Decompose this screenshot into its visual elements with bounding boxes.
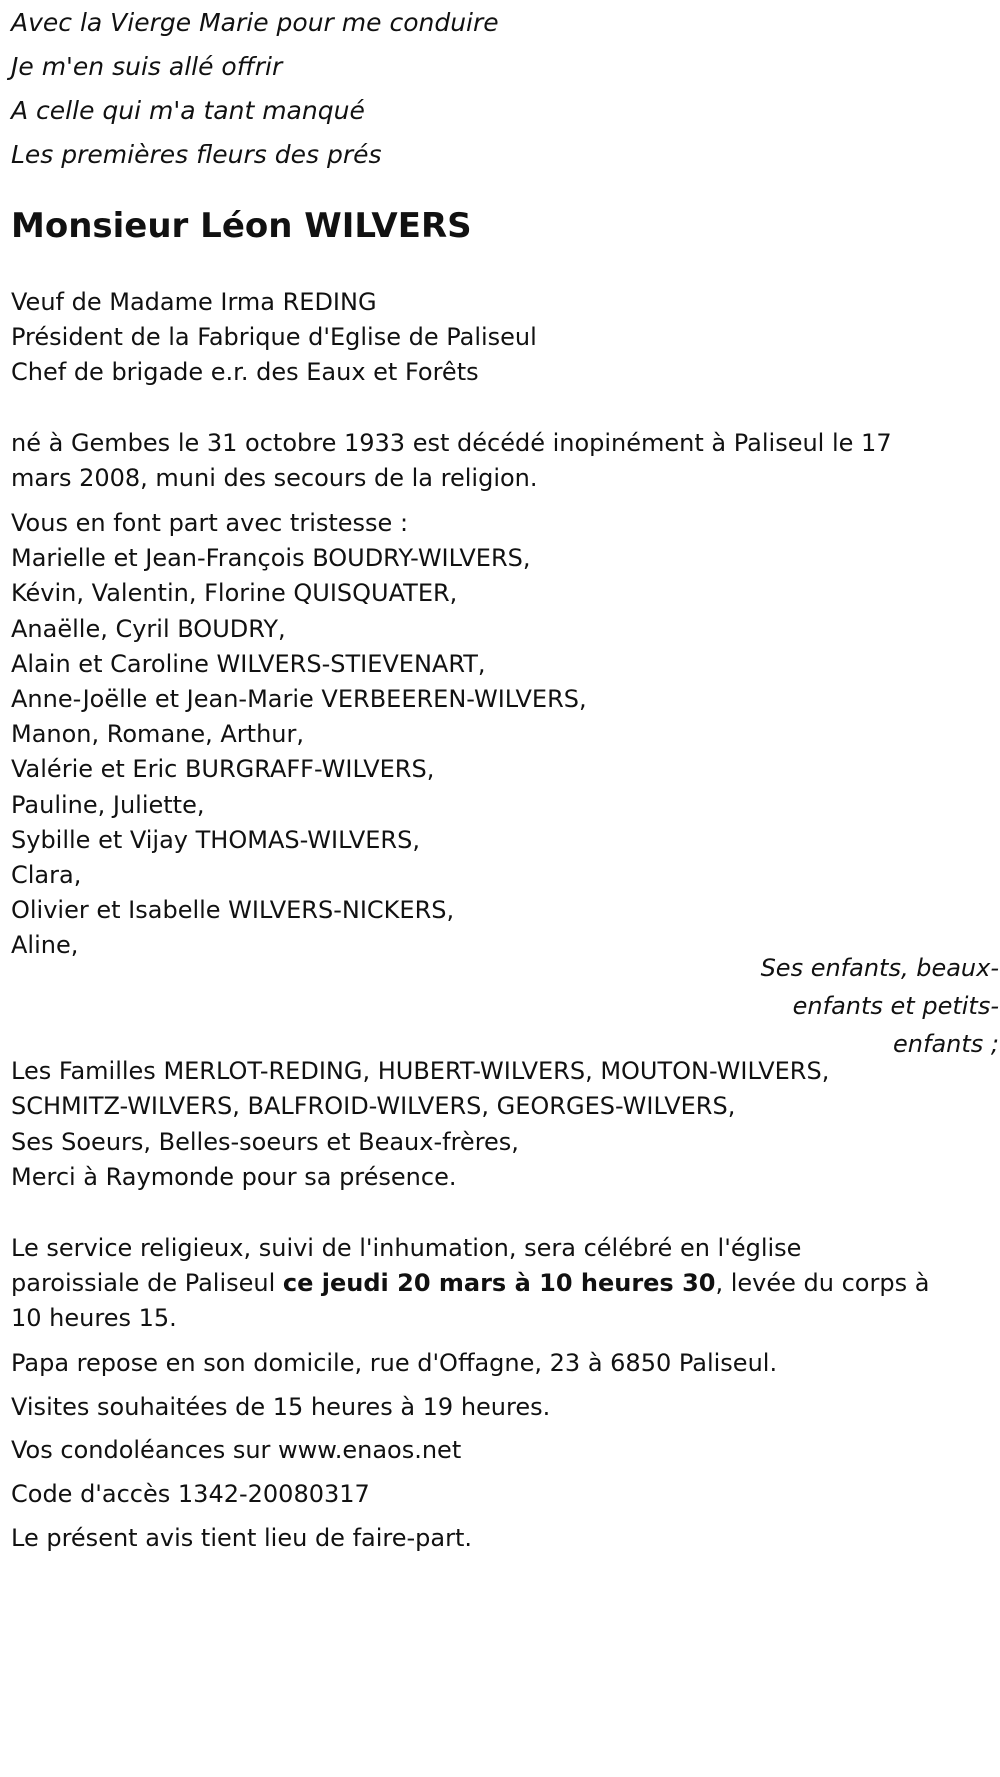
relatives-line: Merci à Raymonde pour sa présence. xyxy=(11,1163,457,1191)
condolences-line: Vos condoléances sur www.enaos.net xyxy=(11,1436,462,1464)
family-line: Kévin, Valentin, Florine QUISQUATER, xyxy=(11,579,458,607)
service-date-time: ce jeudi 20 mars à 10 heures 30 xyxy=(282,1269,716,1297)
service-line: Le service religieux, suivi de l'inhumation, sera célébré en l'église xyxy=(11,1234,802,1262)
family-line: Anaëlle, Cyril BOUDRY, xyxy=(11,615,286,643)
family-line: Sybille et Vijay THOMAS-WILVERS, xyxy=(11,826,420,854)
family-line: Alain et Caroline WILVERS-STIEVENART, xyxy=(11,650,486,678)
service-line xyxy=(11,1268,929,1298)
announce-intro: Vous en font part avec tristesse : xyxy=(11,509,409,537)
poem-line: Je m'en suis allé offrir xyxy=(11,52,283,81)
family-line: Valérie et Eric BURGRAFF-WILVERS, xyxy=(11,755,435,783)
service-text: paroissiale de Paliseul xyxy=(11,1269,283,1297)
closing-line: Papa repose en son domicile, rue d'Offagne, 23 à 6850 Paliseul. xyxy=(11,1349,778,1377)
family-line: Anne-Joëlle et Jean-Marie VERBEEREN-WILVERS, xyxy=(11,685,587,713)
family-line: Marielle et Jean-François BOUDRY-WILVERS, xyxy=(11,544,531,572)
service-text: , levée du corps à xyxy=(715,1269,930,1297)
birth-death-line: mars 2008, muni des secours de la religion. xyxy=(11,464,538,492)
family-line: Clara, xyxy=(11,861,82,889)
birth-death-line: né à Gembes le 31 octobre 1933 est décédé inopinément à Paliseul le 17 xyxy=(11,429,892,457)
service-line: 10 heures 15. xyxy=(11,1304,177,1332)
relatives-line: SCHMITZ-WILVERS, BALFROID-WILVERS, GEORGES-WILVERS, xyxy=(11,1092,736,1120)
poem-line: A celle qui m'a tant manqué xyxy=(11,96,365,125)
relatives-line: Les Familles MERLOT-REDING, HUBERT-WILVERS, MOUTON-WILVERS, xyxy=(11,1057,830,1085)
poem-line: Avec la Vierge Marie pour me conduire xyxy=(11,8,499,37)
title-line: Président de la Fabrique d'Eglise de Paliseul xyxy=(11,323,537,351)
title-line: Chef de brigade e.r. des Eaux et Forêts xyxy=(11,358,479,386)
family-line: Aline, xyxy=(11,931,79,959)
family-line: Manon, Romane, Arthur, xyxy=(11,720,304,748)
children-signoff: Ses enfants, beaux-enfants et petits-enfants ; xyxy=(760,954,999,1058)
access-code-line: Code d'accès 1342-20080317 xyxy=(11,1480,370,1508)
closing-line: Visites souhaitées de 15 heures à 19 heures. xyxy=(11,1393,551,1421)
deceased-name-title: Monsieur Léon WILVERS xyxy=(11,206,472,246)
poem-line: Les premières fleurs des prés xyxy=(11,140,382,169)
family-line: Olivier et Isabelle WILVERS-NICKERS, xyxy=(11,896,455,924)
family-line: Pauline, Juliette, xyxy=(11,791,205,819)
relatives-line: Ses Soeurs, Belles-soeurs et Beaux-frères, xyxy=(11,1128,519,1156)
closing-line: Le présent avis tient lieu de faire-part. xyxy=(11,1524,473,1552)
title-line: Veuf de Madame Irma REDING xyxy=(11,288,377,316)
